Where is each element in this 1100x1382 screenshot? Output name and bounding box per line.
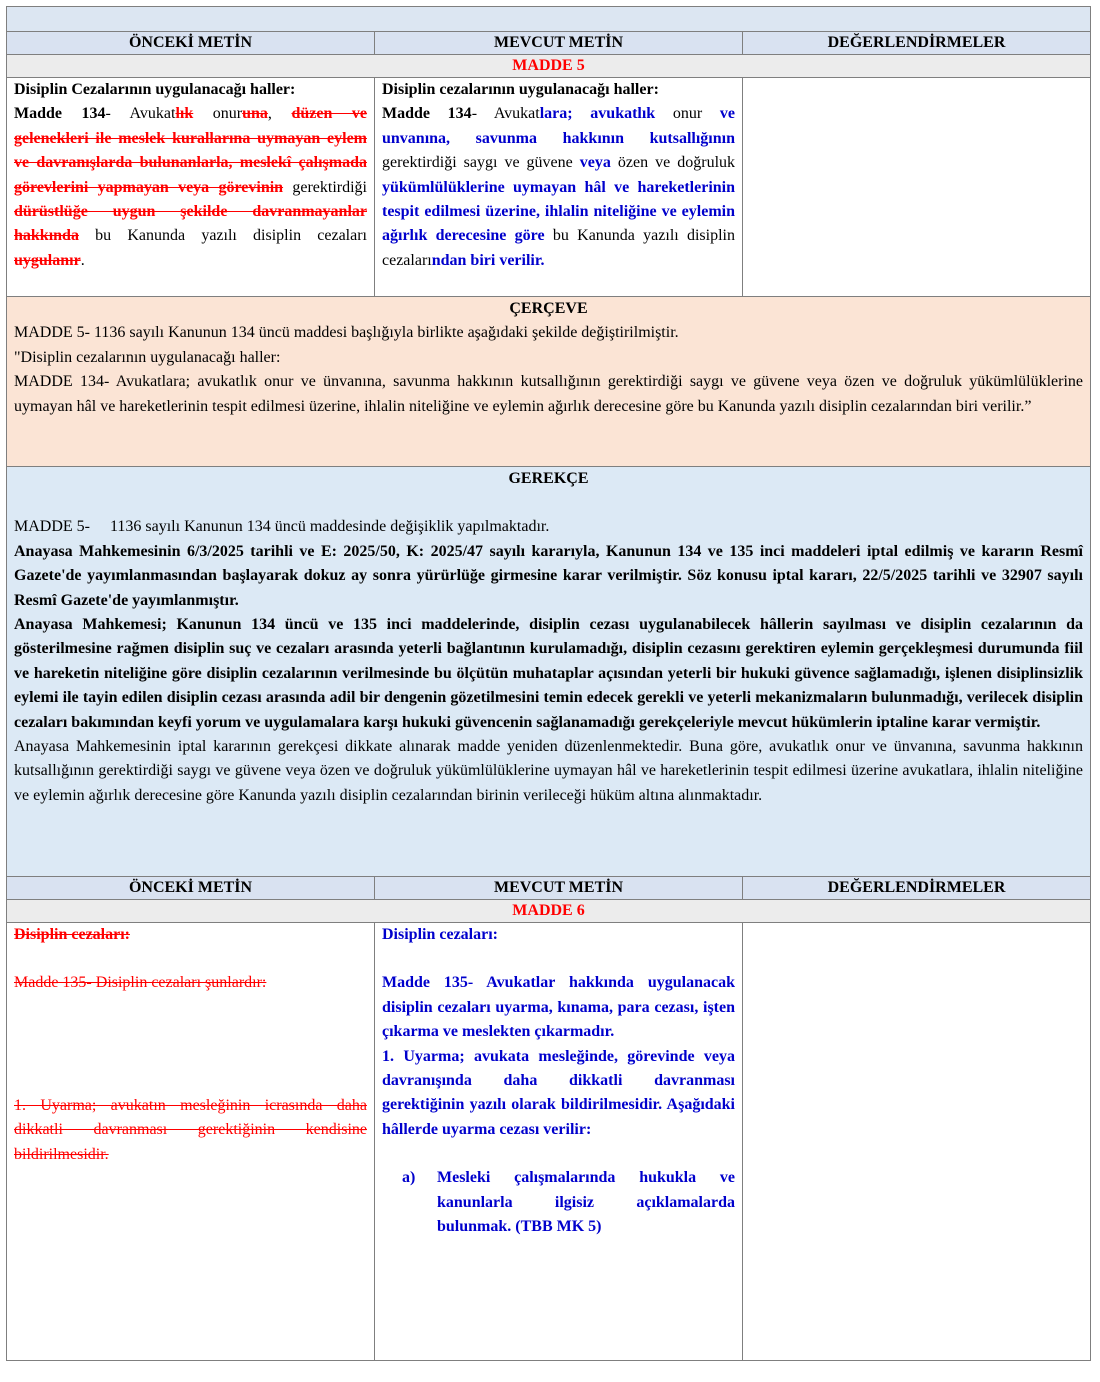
- mevcut-item-1: 1. Uyarma; avukata mesleğinde, görevinde veya davranışında daha dikkatli davranması gerektiğinin yazılı olarak bildirilmesidir. Aşağıdaki hâllerde uyarma cezası verilir:: [382, 1047, 735, 1138]
- text-run: - Avukat: [105, 105, 176, 123]
- madde-5-row: [7, 55, 1091, 78]
- text-run: gerektirdiği: [283, 178, 367, 196]
- text-run: özen ve doğruluk: [610, 154, 736, 172]
- text-run: onur: [193, 105, 243, 123]
- gerekce-intro: MADDE 5- 1136 sayılı Kanunun 134 üncü maddesinde değişiklik yapılmaktadır.: [14, 518, 550, 536]
- header-degerlendirmeler: DEĞERLENDİRMELER: [743, 877, 1091, 900]
- madde-5-content-row: [7, 78, 1091, 297]
- mevcut-madde: Madde 135- Avukatlar hakkında uygulanacak disiplin cezaları uyarma, kınama, para cezası, işten çıkarma ve meslekten çıkarmadır.: [382, 974, 735, 1041]
- spacer: [14, 491, 1083, 515]
- spacer: [382, 1142, 735, 1166]
- inserted-text: veya: [579, 154, 611, 172]
- header-degerlendirmeler: DEĞERLENDİRMELER: [743, 32, 1091, 55]
- inserted-text: ndan biri verilir.: [431, 251, 545, 269]
- gerekce-paragraph: Anayasa Mahkemesinin 6/3/2025 tarihli ve E: 2025/50, K: 2025/47 sayılı kararıyla, Kanunun 134 ve 135 inci maddeleri iptal edilmiş ve kararın Resmî Gazete'de yayımlanmasından başlayarak dokuz ay sonra yürürlüğe girmesine karar verilmiştir. Söz konusu iptal kararı, 22/5/2025 tarihli ve 32907 sayılı Resmî Gazete'de yayımlanmıştır.: [14, 542, 1083, 609]
- mevcut-subitem-a: [402, 1166, 735, 1239]
- gerekce-row: [7, 467, 1091, 877]
- text-run: Madde 134: [382, 105, 472, 123]
- text-run: onur: [655, 105, 720, 123]
- column-header-row: [7, 32, 1091, 55]
- text-run: Madde 134: [14, 105, 106, 123]
- deleted-text: lık: [175, 105, 194, 123]
- onceki-title: Disiplin Cezalarının uygulanacağı haller:: [14, 81, 296, 98]
- inserted-text: lara; avukatlık: [539, 105, 656, 123]
- onceki-item-1: 1. Uyarma; avukatın mesleğinin icrasında daha dikkatli davranması gerektiğinin kendisine bildirilmesidir.: [14, 1096, 367, 1163]
- madde-6-label: MADDE 6: [7, 900, 1091, 923]
- deleted-text: dürüstlüğe uygun şekilde davranmayanlar hakkında: [14, 203, 367, 245]
- onceki-title: Disiplin cezaları:: [14, 926, 130, 943]
- spacer: [14, 996, 367, 1094]
- madde-5-onceki-cell: [7, 78, 375, 297]
- madde-5-mevcut-cell: [375, 78, 743, 297]
- comparison-table: [6, 6, 1091, 1361]
- deleted-text: uygulanır: [14, 251, 81, 269]
- cerceve-line: "Disiplin cezalarının uygulanacağı haller:: [14, 348, 281, 366]
- mevcut-body: [382, 102, 735, 273]
- madde-6-degerlendirme-cell: [743, 923, 1091, 1361]
- deleted-text: una: [242, 105, 268, 123]
- deleted-text: düzen ve gelenekleri ile meslek kurallarına uymayan eylem ve davranışlarda bulunanlarla, meslekî çalışmada görevlerini yapmayan veya görevinin: [14, 105, 368, 196]
- inserted-text: ve unvanına, savunma hakkının kutsallığının: [382, 105, 736, 147]
- subitem-label: a): [402, 1169, 416, 1187]
- header-mevcut-metin: MEVCUT METİN: [375, 877, 743, 900]
- gerekce-paragraph: Anayasa Mahkemesi; Kanunun 134 üncü ve 135 inci maddelerinde, disiplin cezası uygulanabilecek hâllerin sayılması ve disiplin cezalarının da gösterilmesine rağmen disiplin suç ve cezaları arasında yeterli bağlantının kurulamadığı, disiplin cezasını gerektiren eylemin gerçekleşmesi durumunda fiil ve hareketin niteliğine göre disiplin cezalarının verilmesinde bu ölçütün muhataplar açısından yeterli bir hukuki güvence sağlamadığı, işlenen disiplinsizlik eylemi ile tayin edilen disiplin cezası arasında adil bir dengenin gözetilmesini temin edecek gerekli ve yeterli mekanizmaların bulunmadığı, verilecek disiplin cezaları bakımından keyfi yorum ve uygulamalara karşı hukuki güvencenin sağlanamadığı gerekçeleriyle mevcut hükümlerin iptaline karar vermiştir.: [14, 616, 1083, 731]
- cerceve-title: ÇERÇEVE: [509, 300, 588, 317]
- mevcut-title: Disiplin cezalarının uygulanacağı haller:: [382, 81, 659, 98]
- madde-6-content-row: [7, 923, 1091, 1361]
- spacer: [382, 947, 735, 971]
- madde-6-onceki-cell: [7, 923, 375, 1361]
- onceki-body: [14, 102, 367, 273]
- gerekce-closing: Anayasa Mahkemesinin iptal kararının gerekçesi dikkate alınarak madde yeniden düzenlenmektedir. Buna göre, avukatlık onur ve ünvanına, savunma hakkının kutsallığının gerektirdiği saygı ve güvene veya özen ve doğruluk yükümlülüklerine uymayan hâl ve hareketlerinin tespit edilmesi üzerine avukatlara, ihlalin niteliğine ve eylemin ağırlık derecesine göre Kanunda yazılı disiplin cezalarından birinin verileceği hüküm altına alınmaktadır.: [14, 738, 1083, 804]
- gerekce-title: GEREKÇE: [508, 470, 589, 487]
- text-run: .: [80, 251, 85, 269]
- madde-6-row: [7, 900, 1091, 923]
- spacer: [14, 947, 367, 971]
- comparison-document: [6, 6, 1090, 1361]
- madde-6-mevcut-cell: [375, 923, 743, 1361]
- text-run: gerektirdiği saygı ve güvene: [382, 154, 580, 172]
- header-onceki-metin: ÖNCEKİ METİN: [7, 877, 375, 900]
- cerceve-line: MADDE 5- 1136 sayılı Kanunun 134 üncü maddesi başlığıyla birlikte aşağıdaki şekilde değiştirilmiştir.: [14, 324, 679, 342]
- text-run: bu Kanunda yazılı disiplin cezaları: [382, 227, 735, 269]
- top-blank-row: [7, 7, 1091, 32]
- madde-5-label: MADDE 5: [7, 55, 1091, 78]
- gerekce-cell: [7, 467, 1091, 877]
- inserted-text: yükümlülüklerine uymayan hâl ve hareketlerinin tespit edilmesi üzerine, ihlalin niteliğine ve eylemin ağırlık derecesine göre: [382, 178, 735, 245]
- text-run: bu Kanunda yazılı disiplin cezaları: [78, 227, 367, 245]
- column-header-row-2: [7, 877, 1091, 900]
- header-mevcut-metin: MEVCUT METİN: [375, 32, 743, 55]
- onceki-madde: Madde 135- Disiplin cezaları şunlardır:: [14, 974, 267, 992]
- text-run: ,: [267, 105, 292, 123]
- mevcut-title: Disiplin cezaları:: [382, 926, 498, 943]
- cerceve-line: MADDE 134- Avukatlara; avukatlık onur ve ünvanına, savunma hakkının kutsallığının gerektirdiği saygı ve güvene veya özen ve doğruluk yükümlülüklerine uymayan hâl ve hareketlerinin tespit edilmesi üzerine, ihlalin niteliğine ve eylemin ağırlık derecesine göre bu Kanunda yazılı disiplin cezalarından biri verilir.”: [14, 373, 1083, 415]
- cerceve-row: [7, 297, 1091, 467]
- subitem-text: Mesleki çalışmalarında hukukla ve kanunlarla ilgisiz açıklamalarda bulunmak. (TBB MK 5): [437, 1169, 735, 1236]
- header-onceki-metin: ÖNCEKİ METİN: [7, 32, 375, 55]
- cerceve-cell: [7, 297, 1091, 467]
- madde-5-degerlendirme-cell: [743, 78, 1091, 297]
- text-run: - Avukat: [471, 105, 540, 123]
